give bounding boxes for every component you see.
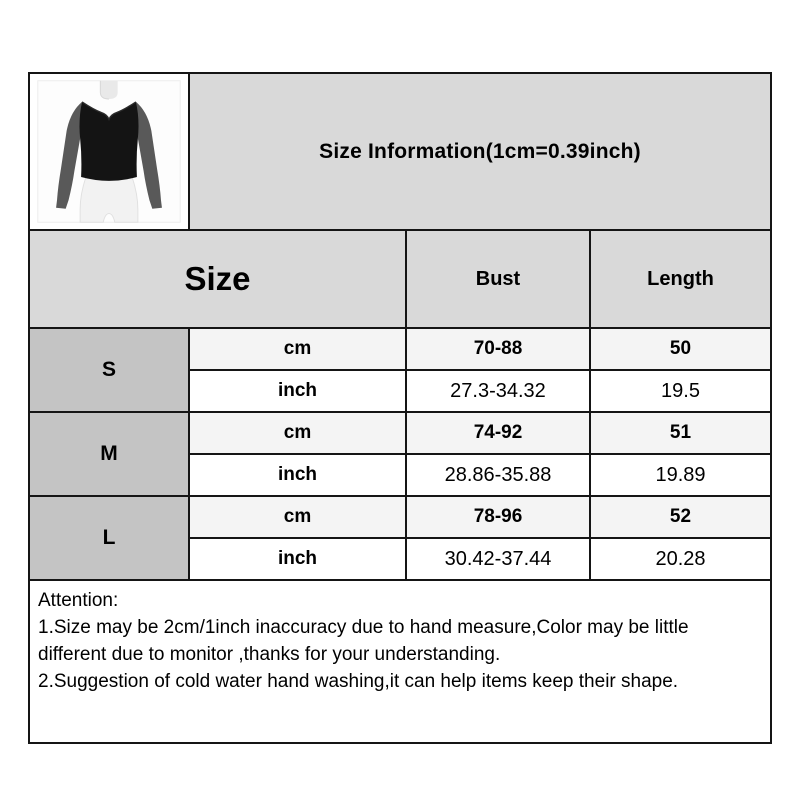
size-info-title: Size Information(1cm=0.39inch) (319, 139, 641, 163)
mannequin-neck (100, 81, 117, 99)
unit-label: inch (189, 370, 406, 412)
bust-value: 74-92 (406, 412, 590, 454)
length-column-header: Length (590, 230, 771, 328)
bust-value: 78-96 (406, 496, 590, 538)
product-photo (32, 76, 186, 227)
attention-line: different due to monitor ,thanks for your understanding. (38, 644, 501, 665)
column-header-row (29, 230, 771, 328)
size-column-header: Size (29, 230, 406, 328)
length-value: 52 (590, 496, 771, 538)
table-row-m-cm (29, 412, 771, 454)
bust-value: 30.42-37.44 (406, 538, 590, 580)
unit-label: inch (189, 454, 406, 496)
length-value: 19.89 (590, 454, 771, 496)
product-image-cell (29, 73, 189, 230)
size-chart-table (28, 72, 772, 744)
bust-column-header: Bust (406, 230, 590, 328)
attention-heading: Attention: (38, 590, 119, 611)
attention-row (29, 580, 771, 743)
bust-value: 27.3-34.32 (406, 370, 590, 412)
unit-label: cm (189, 412, 406, 454)
attention-line: 2.Suggestion of cold water hand washing,it can help items keep their shape. (38, 671, 679, 692)
length-value: 19.5 (590, 370, 771, 412)
bust-value: 70-88 (406, 328, 590, 370)
table-row-l-cm (29, 496, 771, 538)
size-m-label: M (29, 412, 189, 496)
unit-label: cm (189, 328, 406, 370)
length-value: 50 (590, 328, 771, 370)
size-s-label: S (29, 328, 189, 412)
attention-note (29, 580, 771, 743)
length-value: 20.28 (590, 538, 771, 580)
length-value: 51 (590, 412, 771, 454)
unit-label: inch (189, 538, 406, 580)
size-l-label: L (29, 496, 189, 580)
table-row-s-cm (29, 328, 771, 370)
header-row (29, 73, 771, 230)
unit-label: cm (189, 496, 406, 538)
bust-value: 28.86-35.88 (406, 454, 590, 496)
attention-line: 1.Size may be 2cm/1inch inaccuracy due to hand measure,Color may be little (38, 617, 689, 638)
size-info-title-cell (189, 73, 771, 230)
